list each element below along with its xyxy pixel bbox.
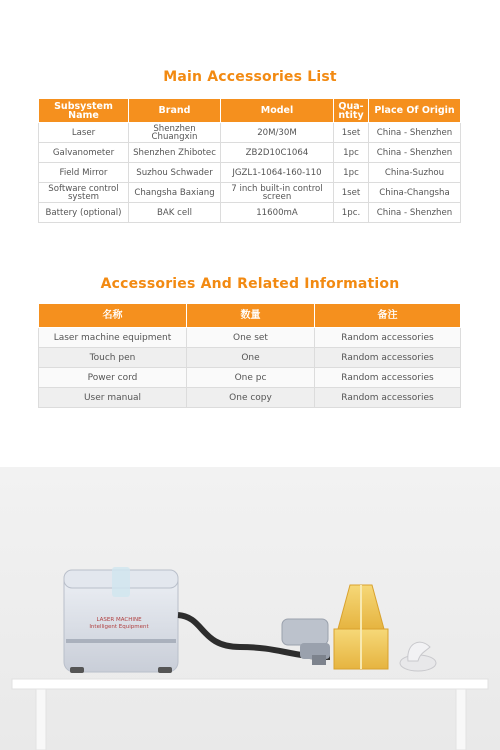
table-cell: Changsha Baxiang — [129, 183, 221, 203]
table-cell: Touch pen — [39, 348, 187, 368]
table-cell: 7 inch built-in control screen — [221, 183, 334, 203]
machine-sublabel-text: Intelligent Equipment — [89, 624, 149, 630]
table-cell: Shenzhen Zhibotec — [129, 143, 221, 163]
table-row — [39, 388, 461, 408]
machine-label-text: LASER MACHINE — [96, 617, 142, 623]
table-cell: China-Suzhou — [369, 163, 461, 183]
machine-brand-label — [89, 617, 149, 631]
table-cell: 1set — [334, 183, 369, 203]
table-cell: Galvanometer — [39, 143, 129, 163]
header-remarks: 备注 — [315, 304, 461, 328]
product-illustration — [0, 467, 500, 750]
table-cell: ZB2D10C1064 — [221, 143, 334, 163]
table-cell: Software control system — [39, 183, 129, 203]
product-photo — [0, 467, 500, 750]
related-info-title: Accessories And Related Information — [100, 276, 400, 292]
table-row — [39, 123, 461, 143]
table-cell: Random accessories — [315, 368, 461, 388]
table-cell: 11600mA — [221, 203, 334, 223]
table-row — [39, 348, 461, 368]
table-cell: Power cord — [39, 368, 187, 388]
table-cell: Random accessories — [315, 388, 461, 408]
header-subsystem-name: Subsystem Name — [39, 99, 129, 123]
table-cell: One copy — [187, 388, 315, 408]
table-cell: JGZL1-1064-160-110 — [221, 163, 334, 183]
table-cell: One pc — [187, 368, 315, 388]
table-row — [39, 203, 461, 223]
table-row — [39, 328, 461, 348]
table-cell: 1pc. — [334, 203, 369, 223]
table-cell: Suzhou Schwader — [129, 163, 221, 183]
table-cell: Random accessories — [315, 348, 461, 368]
table-cell: China-Changsha — [369, 183, 461, 203]
header-model: Model — [221, 99, 334, 123]
table-row — [39, 143, 461, 163]
table-cell: Laser machine equipment — [39, 328, 187, 348]
table-cell: 1pc — [334, 163, 369, 183]
header-name: 名称 — [39, 304, 187, 328]
table-cell: Battery (optional) — [39, 203, 129, 223]
table-cell: Field Mirror — [39, 163, 129, 183]
main-accessories-title: Main Accessories List — [163, 69, 337, 85]
handpiece-icon — [282, 619, 330, 665]
table-cell: User manual — [39, 388, 187, 408]
table-cell: Shenzhen Chuangxin — [129, 123, 221, 143]
header-quantity: 数量 — [187, 304, 315, 328]
table-cell: China - Shenzhen — [369, 203, 461, 223]
table-row — [39, 368, 461, 388]
table-row — [39, 183, 461, 203]
table-cell: Laser — [39, 123, 129, 143]
accessory-icon — [400, 642, 436, 671]
table-row — [39, 163, 461, 183]
table-icon — [12, 679, 488, 750]
table-cell: BAK cell — [129, 203, 221, 223]
table-cell: Random accessories — [315, 328, 461, 348]
table-cell: 20M/30M — [221, 123, 334, 143]
table-cell: China - Shenzhen — [369, 123, 461, 143]
related-info-table — [38, 303, 461, 408]
table-header-row — [39, 304, 461, 328]
table-cell: 1set — [334, 123, 369, 143]
table-header-row — [39, 99, 461, 123]
table-cell: One set — [187, 328, 315, 348]
table-cell: China - Shenzhen — [369, 143, 461, 163]
header-place-of-origin: Place Of Origin — [369, 99, 461, 123]
header-quantity: Qua-ntity — [334, 99, 369, 123]
main-accessories-table — [38, 98, 461, 223]
table-cell: One — [187, 348, 315, 368]
safety-shield-icon — [334, 585, 388, 669]
table-cell: 1pc — [334, 143, 369, 163]
header-brand: Brand — [129, 99, 221, 123]
